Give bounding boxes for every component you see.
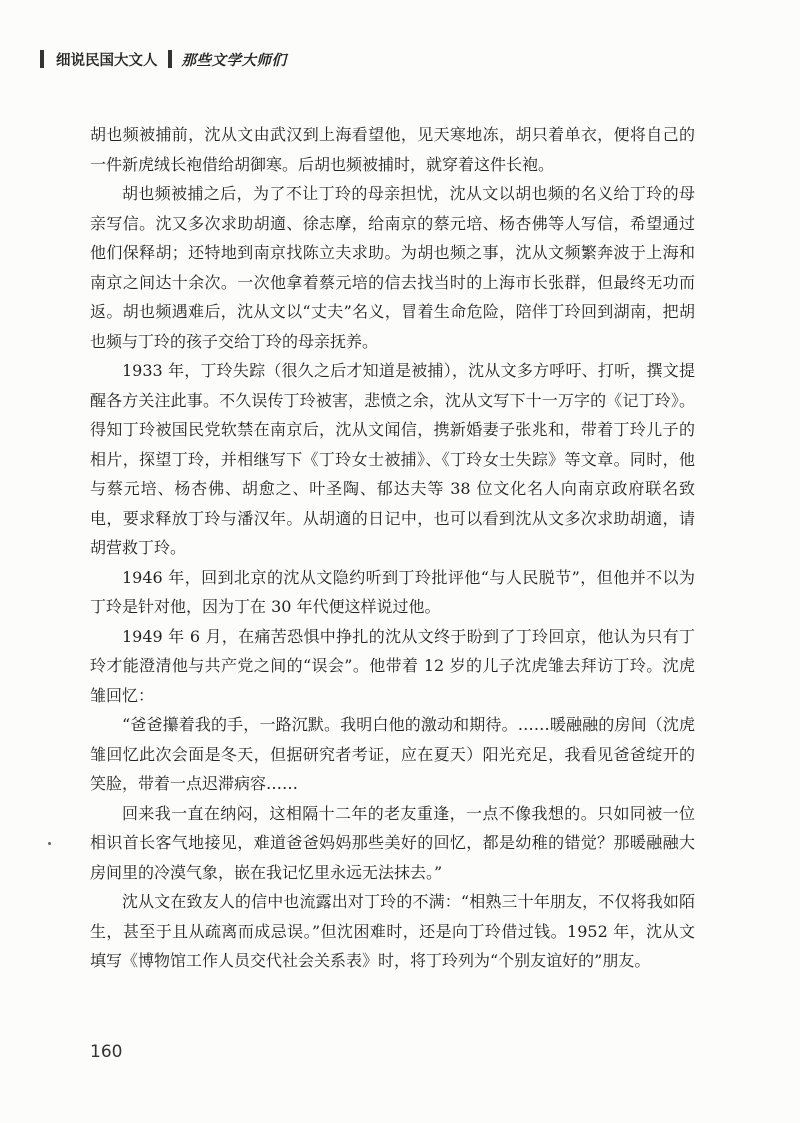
- body-text: [90, 120, 695, 976]
- book-title: 细说民国大文人: [56, 52, 158, 69]
- book-subtitle: 那些文学大师们: [181, 52, 287, 69]
- running-header: [40, 47, 287, 71]
- quote-paragraph: 回来我一直在纳闷，这相隔十二年的老友重逢，一点不像我想的。只如同被一位相识首长客气地接见，难道爸爸妈妈那些美好的回忆，都是幼稚的错觉？那暖融融大房间里的冷漠气象，嵌在我记忆里永远无法抹去。”: [90, 803, 695, 882]
- header-separator: [168, 50, 172, 68]
- paragraph: 胡也频被捕之后，为了不让丁玲的母亲担忧，沈从文以胡也频的名义给丁玲的母亲写信。沈又多次求助胡適、徐志摩，给南京的蔡元培、杨杏佛等人写信，希望通过他们保释胡；还特地到南京找陈立夫求助。为胡也频之事，沈从文频繁奔波于上海和南京之间达十余次。一次他拿着蔡元培的信去找当时的上海市长张群，但最终无功而返。胡也频遇难后，沈从文以“丈夫”名义，冒着生命危险，陪伴丁玲回到湖南，把胡也频与丁玲的孩子交给丁玲的母亲抚养。: [90, 184, 695, 351]
- page-number: 160: [90, 1042, 123, 1062]
- paragraph: 沈从文在致友人的信中也流露出对丁玲的不满：“相熟三十年朋友，不仅将我如陌生，甚至于且从疏离而成忌误。”但沈困难时，还是向丁玲借过钱。1952 年，沈从文填写《博物馆工作人员交代社会关系表》时，将丁玲列为“个别友谊好的”朋友。: [90, 892, 695, 970]
- scan-speck: [48, 842, 51, 845]
- paragraph: 1946 年，回到北京的沈从文隐约听到丁玲批评他“与人民脱节”，但他并不以为丁玲是针对他，因为丁在 30 年代便这样说过他。: [90, 567, 695, 616]
- paragraph: 1933 年，丁玲失踪（很久之后才知道是被捕），沈从文多方呼吁、打听，撰文提醒各方关注此事。不久误传丁玲被害，悲愤之余，沈从文写下十一万字的《记丁玲》。得知丁玲被国民党软禁在南京后，沈从文闻信，携新婚妻子张兆和，带着丁玲儿子的相片，探望丁玲，并相继写下《丁玲女士被捕》、《丁玲女士失踪》等文章。同时，他与蔡元培、杨杏佛、胡愈之、叶圣陶、郁达夫等 38 位文化名人向南京政府联名致电，要求释放丁玲与潘汉年。从胡適的日记中，也可以看到沈从文多次求助胡適，请胡营救丁玲。: [90, 361, 695, 557]
- header-bar-mark: [40, 50, 44, 68]
- paragraph: 胡也频被捕前，沈从文由武汉到上海看望他，见天寒地冻，胡只着单衣，便将自己的一件新虎绒长袍借给胡御寒。后胡也频被捕时，就穿着这件长袍。: [90, 125, 695, 174]
- quote-paragraph: “爸爸攥着我的手，一路沉默。我明白他的激动和期待。……暖融融的房间（沈虎雏回忆此次会面是冬天，但据研究者考证，应在夏天）阳光充足，我看见爸爸绽开的笑脸，带着一点迟滞病容……: [90, 715, 695, 793]
- paragraph: 1949 年 6 月，在痛苦恐惧中挣扎的沈从文终于盼到了丁玲回京，他认为只有丁玲才能澄清他与共产党之间的“误会”。他带着 12 岁的儿子沈虎雏去拜访丁玲。沈虎雏回忆：: [90, 626, 695, 705]
